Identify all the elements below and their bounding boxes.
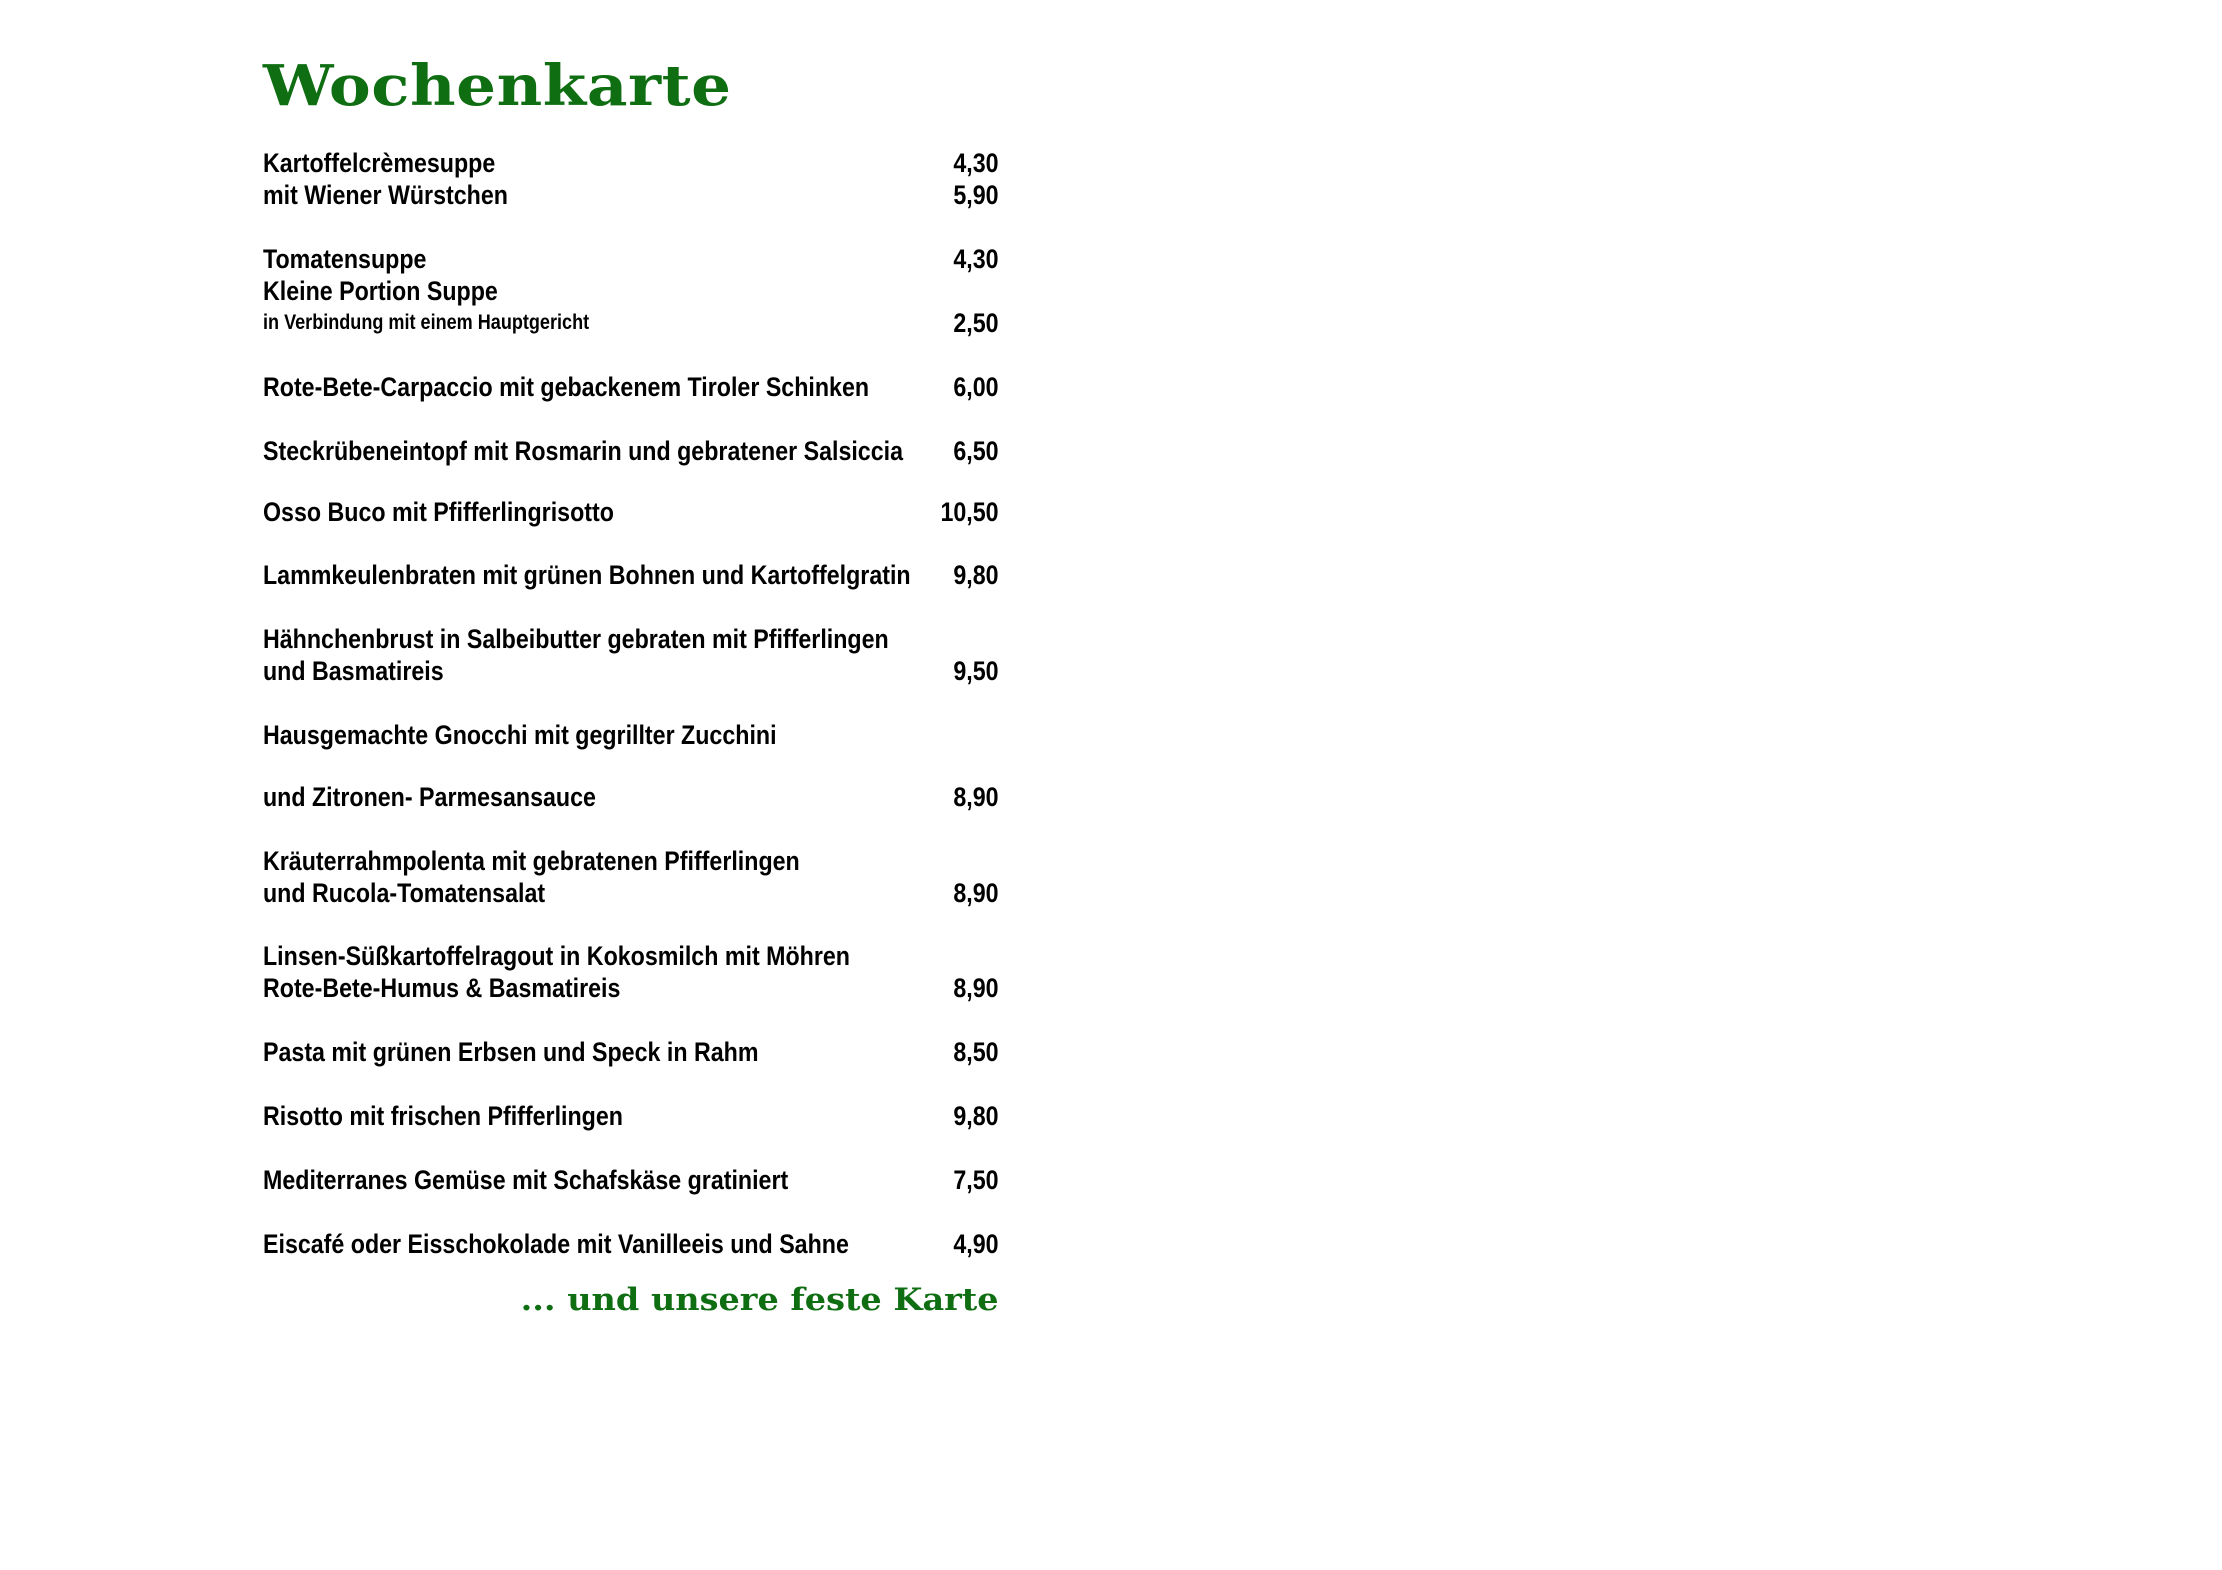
dish-price: 4,90 [953, 1229, 999, 1259]
menu-line [263, 780, 999, 814]
menu-line [263, 274, 999, 308]
dish-text: Pasta mit grünen Erbsen und Speck in Rahm [263, 1037, 759, 1067]
menu-line [263, 434, 999, 468]
menu-line [263, 242, 999, 276]
menu-line [263, 178, 999, 212]
menu-line [263, 146, 999, 180]
dish-price: 6,50 [953, 436, 999, 466]
menu-line [263, 370, 999, 404]
menu-line [263, 306, 999, 340]
dish-text: und Zitronen- Parmesansauce [263, 782, 596, 812]
dish-price: 9,80 [953, 1101, 999, 1131]
dish-price: 8,50 [953, 1037, 999, 1067]
dish-text: Eiscafé oder Eisschokolade mit Vanilleeis und Sahne [263, 1229, 849, 1259]
dish-price: 9,50 [953, 656, 999, 686]
dish-price: 8,90 [953, 973, 999, 1003]
dish-text: und Basmatireis [263, 656, 444, 686]
dish-price: 6,00 [953, 372, 999, 402]
dish-text: Linsen-Süßkartoffelragout in Kokosmilch mit Möhren [263, 941, 850, 971]
menu-line [263, 844, 999, 878]
menu-line [263, 939, 999, 973]
dish-text: Rote-Bete-Humus & Basmatireis [263, 973, 621, 1003]
menu-line [263, 718, 999, 752]
menu-line [263, 654, 999, 688]
menu-line [263, 622, 999, 656]
dish-text: Kräuterrahmpolenta mit gebratenen Pfifferlingen [263, 846, 800, 876]
dish-text: Osso Buco mit Pfifferlingrisotto [263, 497, 614, 527]
dish-text: Tomatensuppe [263, 244, 427, 274]
dish-text: Steckrübeneintopf mit Rosmarin und gebratener Salsiccia [263, 436, 904, 466]
menu-line [263, 876, 999, 910]
menu-footer: ... und unsere feste Karte [521, 1282, 999, 1318]
menu-line [263, 495, 999, 529]
dish-text: Risotto mit frischen Pfifferlingen [263, 1101, 623, 1131]
menu-line [263, 1227, 999, 1261]
dish-text: Hähnchenbrust in Salbeibutter gebraten mit Pfifferlingen [263, 624, 889, 654]
dish-price: 10,50 [940, 497, 999, 527]
dish-text: Rote-Bete-Carpaccio mit gebackenem Tiroler Schinken [263, 372, 870, 402]
menu-line [263, 1035, 999, 1069]
dish-text: mit Wiener Würstchen [263, 180, 508, 210]
dish-text: Lammkeulenbraten mit grünen Bohnen und Kartoffelgratin [263, 560, 911, 590]
dish-price: 2,50 [953, 308, 999, 338]
dish-price: 8,90 [953, 878, 999, 908]
dish-text: und Rucola-Tomatensalat [263, 878, 546, 908]
menu-line [263, 971, 999, 1005]
dish-price: 4,30 [953, 148, 999, 178]
dish-text: Kartoffelcrèmesuppe [263, 148, 496, 178]
dish-price: 5,90 [953, 180, 999, 210]
dish-text: Kleine Portion Suppe [263, 276, 498, 306]
dish-text: Mediterranes Gemüse mit Schafskäse gratiniert [263, 1165, 789, 1195]
menu-title: Wochenkarte [263, 53, 732, 119]
menu-line [263, 1163, 999, 1197]
dish-text: Hausgemachte Gnocchi mit gegrillter Zucchini [263, 720, 777, 750]
dish-price: 8,90 [953, 782, 999, 812]
dish-text: in Verbindung mit einem Hauptgericht [263, 311, 590, 334]
menu-line [263, 1099, 999, 1133]
dish-price: 7,50 [953, 1165, 999, 1195]
dish-price: 4,30 [953, 244, 999, 274]
menu-line [263, 558, 999, 592]
dish-price: 9,80 [953, 560, 999, 590]
